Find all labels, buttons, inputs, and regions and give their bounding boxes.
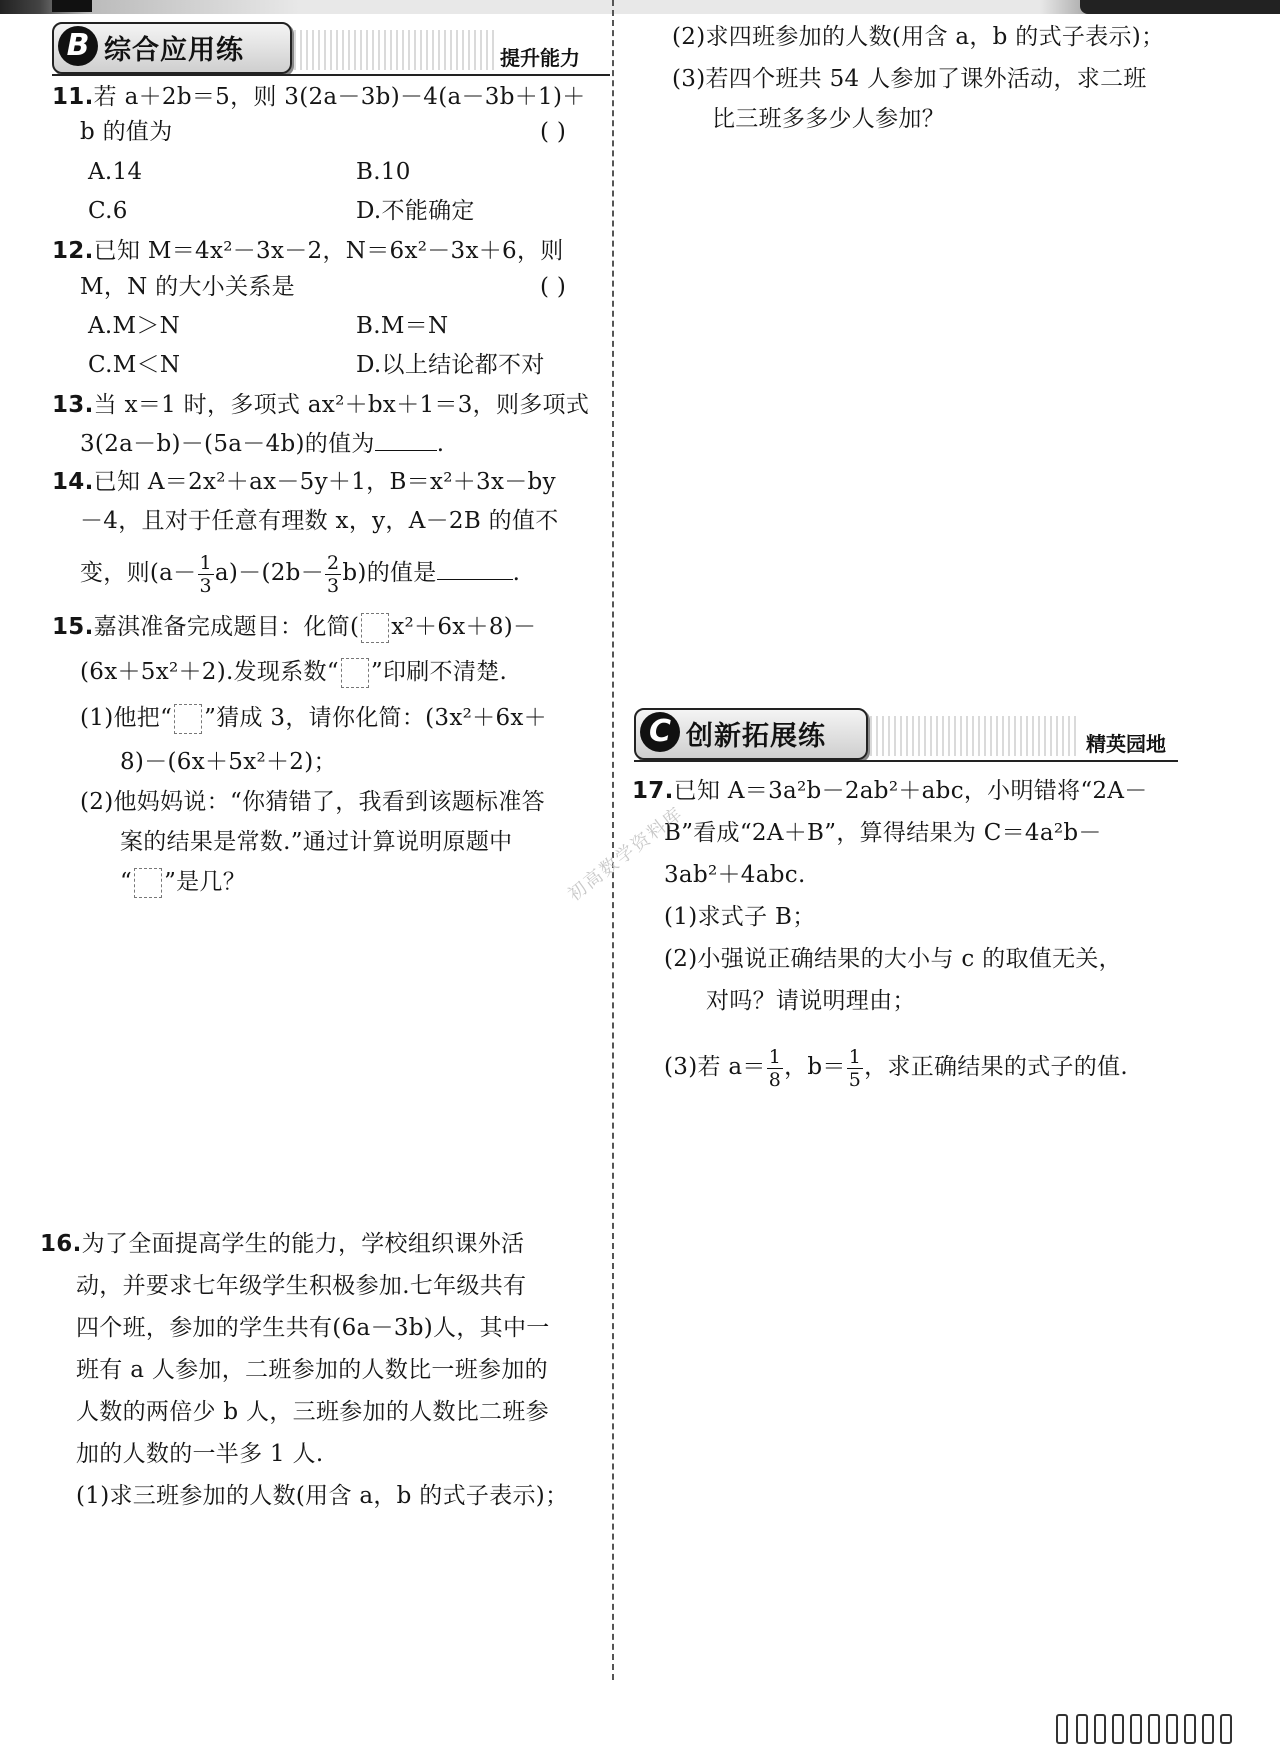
q13-number: 13. [52,392,94,418]
section-b-stripe [294,30,494,70]
q15-blurred-coefficient-box [361,613,389,643]
q17-fraction-1 [767,1046,783,1091]
q14-fraction-1-numerator: 1 [199,551,212,574]
q11-option-d: D.不能确定 [356,198,475,224]
q17-part2-b: 对吗？请说明理由； [706,988,916,1014]
q17-stem-line3: 3ab²＋4abc. [664,862,806,888]
section-c-stripe [870,716,1080,756]
section-b-title: 综合应用练 [104,35,244,66]
page-number-mark [52,0,92,12]
q15-number: 15. [52,614,94,640]
q15-part2-b: 案的结果是常数.”通过计算说明原题中 [120,829,513,855]
section-b-tag: 提升能力 [500,46,580,70]
q16-stem-line6: 加的人数的一半多 1 人. [76,1441,324,1467]
q15-blurred-coefficient-box-2 [341,658,369,688]
q14-fraction-2-denominator: 3 [327,574,340,597]
q15-blurred-coefficient-box-3 [174,704,202,734]
q14-fraction-2 [325,552,341,597]
q11-answer-paren: ( ) [540,119,567,145]
q12-option-d: D.以上结论都不对 [356,352,545,378]
q15-part1-c: 8)－(6x＋5x²＋2)； [120,749,337,775]
q17-stem-line1: 已知 A＝3a²b－2ab²＋abc，小明错将“2A－ [673,778,1148,804]
q17-part3-a: (3)若 a＝ [664,1054,766,1080]
q16-part3-b: 比三班多多少人参加？ [712,106,945,132]
q17-stem-line2: B”看成“2A＋B”，算得结果为 C＝4a²b－ [664,820,1102,846]
q14-number: 14. [52,469,94,495]
q11-stem-line2: b 的值为 [80,119,173,145]
q14-fraction-1-denominator: 3 [199,574,212,597]
q14-answer-blank[interactable] [437,557,513,580]
q15-part2-c-close: ”是几？ [164,869,247,895]
q16-number: 16. [40,1231,82,1257]
q12-option-c: C.M＜N [88,352,181,378]
section-c-tag: 精英园地 [1086,732,1166,756]
column-divider [612,0,614,1680]
q14-stem-end: . [512,560,521,586]
q11-option-a: A.14 [88,159,143,185]
q15-stem-line1-b: x²＋6x＋8)－ [391,614,537,640]
q16-stem-line1: 为了全面提高学生的能力，学校组织课外活 [81,1231,525,1257]
q15-part2-c-open: “ [120,869,133,895]
q16-part1: (1)求三班参加的人数(用含 a，b 的式子表示)； [76,1483,569,1509]
q16-stem-line4: 班有 a 人参加，二班参加的人数比一班参加的 [76,1357,548,1383]
section-c-banner [634,708,1194,758]
q14-fraction-1 [198,552,214,597]
q17-fraction-2-numerator: 1 [848,1045,862,1068]
q15-part1-b: ”猜成 3，请你化简：(3x²＋6x＋ [204,705,547,731]
q14-stem-line1: 已知 A＝2x²＋ax－5y＋1，B＝x²＋3x－by [93,469,556,495]
section-c-badge: C [640,712,680,752]
q12-stem-line2: M，N 的大小关系是 [80,274,295,300]
q15-part2-a: (2)他妈妈说：“你猜错了，我看到该题标准答 [80,789,545,815]
q17-part3-c: ，求正确结果的式子的值. [864,1054,1129,1080]
q15-part1-a: (1)他把“ [80,705,173,731]
q17-part2-a: (2)小强说正确结果的大小与 c 的取值无关， [664,946,1122,972]
q12-answer-paren: ( ) [540,274,567,300]
watermark-text: 初高数学资料库 [564,802,688,906]
q16-stem-line3: 四个班，参加的学生共有(6a－3b)人，其中一 [76,1315,550,1341]
q11-option-c: C.6 [88,198,128,224]
q15-stem-line2-b: ”印刷不清楚. [370,659,508,685]
q17-fraction-1-denominator: 8 [768,1068,782,1091]
section-b-underline [52,74,610,76]
section-b-badge: B [58,26,98,66]
q13-answer-blank[interactable] [375,428,437,451]
q16-part3-a: (3)若四个班共 54 人参加了课外活动，求二班 [672,66,1147,92]
q17-fraction-2 [847,1046,863,1091]
q11-stem-line1: 若 a＋2b＝5，则 3(2a－3b)－4(a－3b＋1)＋ [93,84,586,110]
q12-option-a: A.M＞N [88,313,181,339]
q11-option-b: B.10 [356,159,411,185]
q12-option-b: B.M＝N [356,313,449,339]
q14-stem-line3-a: 变，则(a－ [80,560,197,586]
q17-part3-b: ，b＝ [784,1054,846,1080]
q17-part1: (1)求式子 B； [664,904,816,930]
bottom-edge-marks [1056,1714,1256,1742]
q16-stem-line5: 人数的两倍少 b 人，三班参加的人数比二班参 [76,1399,549,1425]
q15-stem-line1-a: 嘉淇准备完成题目：化简( [93,614,360,640]
q16-stem-line2: 动，并要求七年级学生积极参加.七年级共有 [76,1273,527,1299]
section-c-title: 创新拓展练 [686,721,826,752]
q14-fraction-2-numerator: 2 [327,551,340,574]
q12-number: 12. [52,238,94,264]
section-b-banner [52,22,612,72]
q14-stem-line3-c: b)的值是 [342,560,437,586]
q16-part2: (2)求四班参加的人数(用含 a，b 的式子表示)； [672,24,1165,50]
q13-stem-end: . [436,431,445,457]
q15-blurred-coefficient-box-4 [134,868,162,898]
q17-number: 17. [632,778,674,804]
q13-stem-line2: 3(2a－b)－(5a－4b)的值为 [80,431,375,457]
q12-stem-line1: 已知 M＝4x²－3x－2，N＝6x²－3x＋6，则 [93,238,564,264]
q14-stem-line3-b: a)－(2b－ [214,560,325,586]
q17-fraction-1-numerator: 1 [768,1045,782,1068]
q13-stem-line1: 当 x＝1 时，多项式 ax²＋bx＋1＝3，则多项式 [93,392,590,418]
top-edge-strip [0,0,1280,14]
q15-stem-line2-a: (6x＋5x²＋2).发现系数“ [80,659,339,685]
section-c-underline [634,760,1178,762]
header-logo-mark [1080,0,1190,14]
q11-number: 11. [52,84,94,110]
q17-fraction-2-denominator: 5 [848,1068,862,1091]
q14-stem-line2: －4，且对于任意有理数 x，y，A－2B 的值不 [80,508,559,534]
